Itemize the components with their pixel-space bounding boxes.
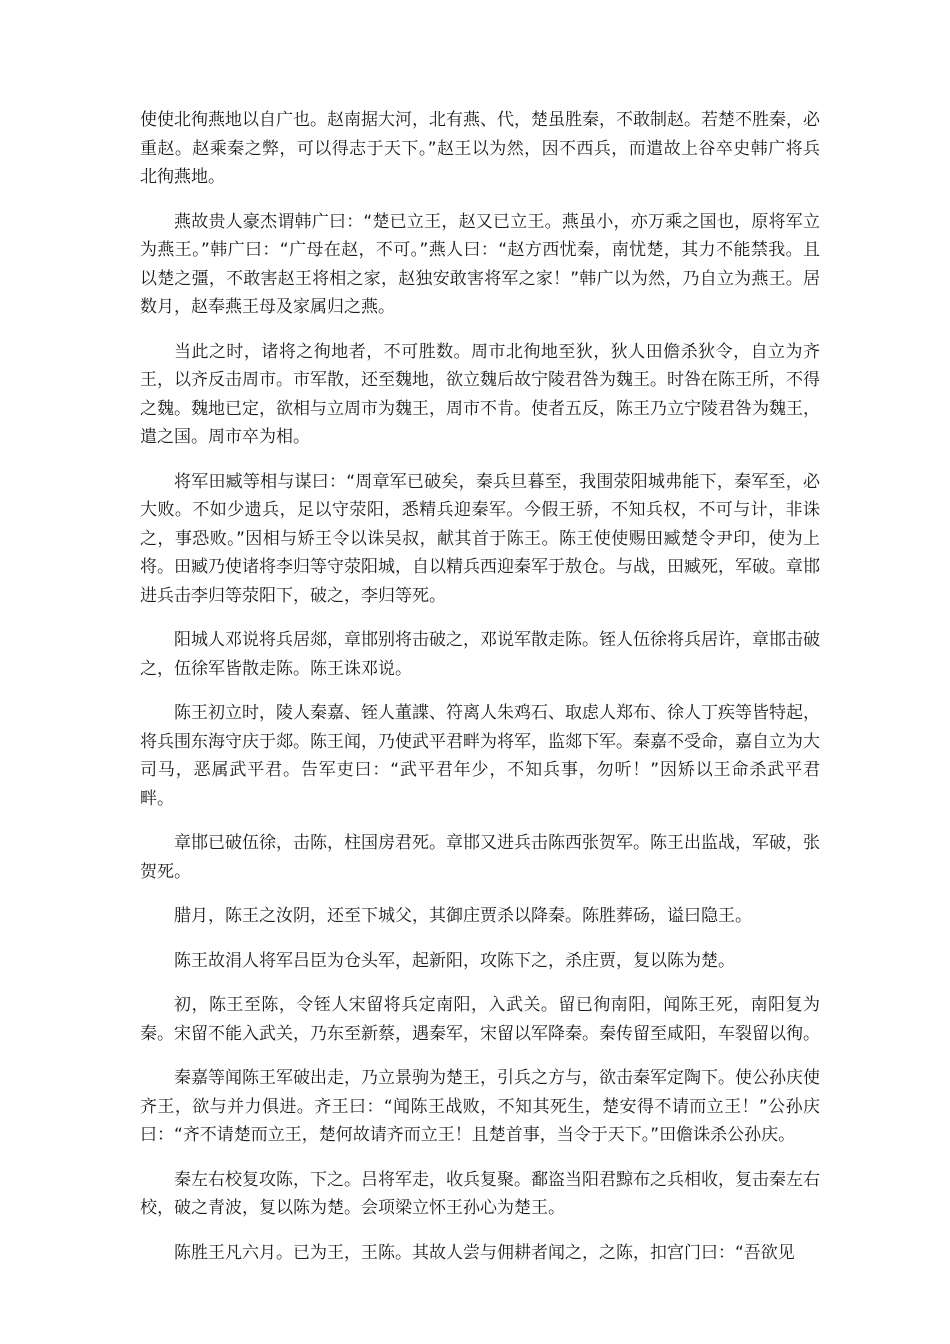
paragraph-1: 使使北徇燕地以自广也。赵南据大河，北有燕、代，楚虽胜秦，不敢制赵。若楚不胜秦，必重赵。赵乘秦之弊，可以得志于天下。”赵王以为然，因不西兵，而遣故上谷卒史韩广将兵北徇燕地。 xyxy=(140,110,820,187)
paragraph-6: 陈王初立时，陵人秦嘉、铚人董諜、符离人朱鸡石、取虑人郑布、徐人丁疾等皆特起，将兵围东海守庆于郯。陈王闻，乃使武平君畔为将军，监郯下军。秦嘉不受命，嘉自立为大司马，恶属武平君。告军吏曰：“武平君年少，不知兵事，勿听！”因矫以王命杀武平君畔。 xyxy=(140,703,820,809)
document-body xyxy=(140,106,820,1267)
paragraph-7: 章邯已破伍徐，击陈，柱国房君死。章邯又进兵击陈西张贺军。陈王出监战，军破，张贺死。 xyxy=(140,833,820,882)
paragraph-9: 陈王故涓人将军吕臣为仓头军，起新阳，攻陈下之，杀庄贾，复以陈为楚。 xyxy=(174,950,735,971)
paragraph-13: 陈胜王凡六月。已为王，王陈。其故人尝与佣耕者闻之，之陈，扣宫门曰：“吾欲见 xyxy=(174,1242,795,1263)
paragraph-2: 燕故贵人豪杰谓韩广曰：“楚已立王，赵又已立王。燕虽小，亦万乘之国也，原将军立为燕王。”韩广曰：“广母在赵，不可。”燕人曰：“赵方西忧秦，南忧楚，其力不能禁我。且以楚之彊，不敢害赵王将相之家，赵独安敢害将军之家！”韩广以为然，乃自立为燕王。居数月，赵奉燕王母及家属归之燕。 xyxy=(140,211,820,317)
paragraph-4: 将军田臧等相与谋曰：“周章军已破矣，秦兵旦暮至，我围荥阳城弗能下，秦军至，必大败。不如少遗兵，足以守荥阳，悉精兵迎秦军。今假王骄，不知兵权，不可与计，非诛之，事恐败。”因相与矫王令以诛吴叔，献其首于陈王。陈王使使赐田臧楚令尹印，使为上将。田臧乃使诸将李归等守荥阳城，自以精兵西迎秦军于敖仓。与战，田臧死，军破。章邯进兵击李归等荥阳下，破之，李归等死。 xyxy=(140,471,820,606)
paragraph-10: 初，陈王至陈，令铚人宋留将兵定南阳，入武关。留已徇南阳，闻陈王死，南阳复为秦。宋留不能入武关，乃东至新蔡，遇秦军，宋留以军降秦。秦传留至咸阳，车裂留以徇。 xyxy=(140,995,820,1044)
paragraph-8: 腊月，陈王之汝阴，还至下城父，其御庄贾杀以降秦。陈胜葬砀，谥曰隐王。 xyxy=(174,906,752,926)
paragraph-3: 当此之时，诸将之徇地者，不可胜数。周市北徇地至狄，狄人田儋杀狄令，自立为齐王，以齐反击周市。市军散，还至魏地，欲立魏后故宁陵君咎为魏王。时咎在陈王所，不得之魏。魏地已定，欲相与立周市为魏王，周市不肯。使者五反，陈王乃立宁陵君咎为魏王，遣之国。周市卒为相。 xyxy=(140,341,820,447)
paragraph-5: 阳城人邓说将兵居郯，章邯别将击破之，邓说军散走陈。铚人伍徐将兵居许，章邯击破之，伍徐军皆散走陈。陈王诛邓说。 xyxy=(140,630,820,679)
paragraph-11: 秦嘉等闻陈王军破出走，乃立景驹为楚王，引兵之方与，欲击秦军定陶下。使公孙庆使齐王，欲与并力俱进。齐王曰：“闻陈王战败，不知其死生，楚安得不请而立王！”公孙庆曰：“齐不请楚而立王，楚何故请齐而立王！且楚首事，当令于天下。”田儋诛杀公孙庆。 xyxy=(140,1068,820,1145)
paragraph-12: 秦左右校复攻陈，下之。吕将军走，收兵复聚。鄱盗当阳君黥布之兵相收，复击秦左右校，破之青波，复以陈为楚。会项梁立怀王孙心为楚王。 xyxy=(140,1169,820,1218)
